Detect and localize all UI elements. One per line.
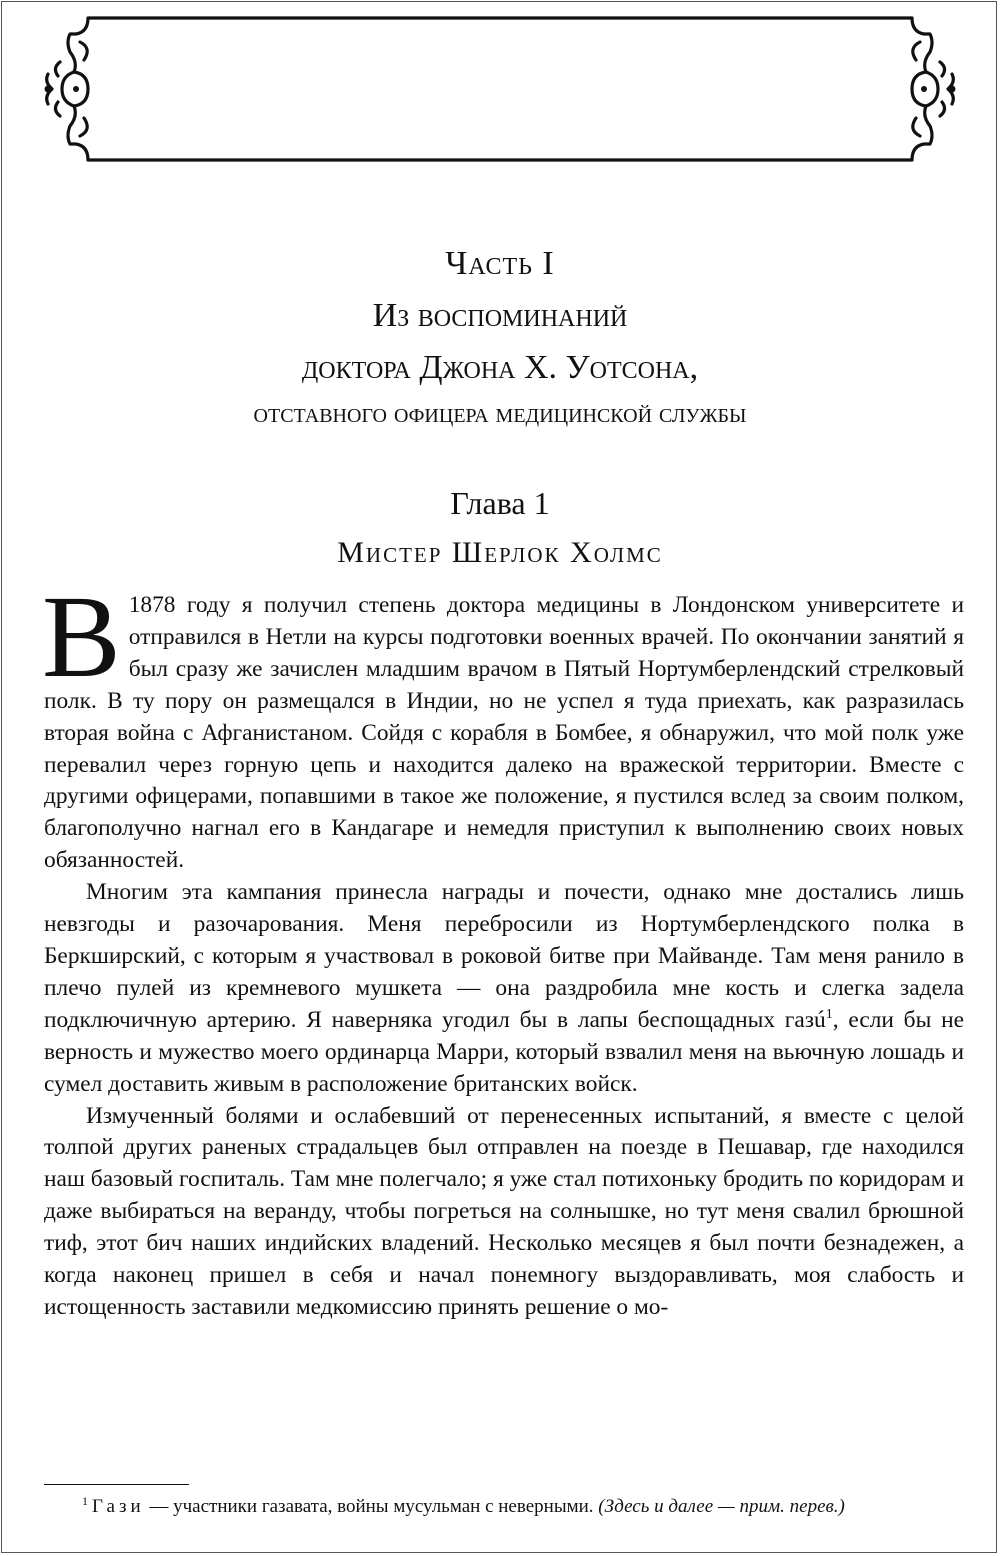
- footnote-translator-note: (Здесь и далее — прим. перев.): [598, 1496, 845, 1517]
- footnote-term: Гази: [92, 1496, 145, 1517]
- paragraph-2: [44, 877, 964, 1100]
- footnote-divider: [44, 1484, 189, 1485]
- chapter-title: Мистер Шерлок Холмс: [337, 536, 663, 569]
- footnote-mark: 1: [82, 1494, 88, 1508]
- paragraph-1-text: 1878 году я получил степень доктора медицины в Лондонском университете и отправился в Нетли на курсы подготовки военных врачей. По окончании занятий я был сразу же зачислен младшим врачом в Пятый Нортумберлендский стрелковый полк. В ту пору он размещался в Индии, но не успел я туда приехать, как разразилась вторая война с Афганистаном. Сойдя с корабля в Бомбее, я обнаружил, что мой полк уже перевалил через горную цепь и находится далеко на вражеской территории. Вместе с другими офицерами, попавшими в такое же положение, я пустился вслед за своим полком, благополучно нагнал его в Кандагаре и немедля приступил к выполнению своих новых обязанностей.: [44, 592, 964, 874]
- ornamental-frame: [40, 14, 960, 164]
- part-title-line-3: отставного офицера медицинской службы: [253, 398, 747, 429]
- drop-cap: В: [42, 571, 121, 702]
- body-text: [42, 571, 964, 1324]
- part-heading: [60, 238, 940, 434]
- paragraph-3-text: Измученный болями и ослабевший от перенесенных испытаний, я вместе с целой толпой других раненых страдальцев был отправлен на поезде в Пешавар, где находился наш базовый госпиталь. Там мне полегчало; я уже стал потихоньку бродить по коридорам и даже выбираться на веранду, чтобы погреться на солнышке, но тут меня свалил брюшной тиф, этот бич наших индийских владений. Несколько месяцев я был почти безнадежен, а когда наконец пришел в себя и начал понемногу выздоравливать, моя слабость и истощенность заставили медкомиссию принять решение о мо-: [44, 1102, 964, 1320]
- part-title-line-1: Из воспоминаний: [372, 297, 628, 334]
- footnote: [44, 1492, 964, 1521]
- paragraph-1: [42, 571, 964, 877]
- chapter-heading: [60, 478, 940, 578]
- chapter-number: Глава 1: [450, 485, 550, 521]
- footnote-reference[interactable]: 1: [825, 1006, 833, 1022]
- part-number: Часть I: [445, 245, 555, 282]
- paragraph-2-text-after: , если бы не верность и мужество моего ординарца Марри, который взвалил меня на вьючную лошадь и сумел доставить живым в расположение британских войск.: [44, 1006, 964, 1097]
- part-title-line-2: доктора Джона Х. Уотсона,: [301, 349, 699, 386]
- paragraph-2-text-before: Многим эта кампания принесла награды и почести, однако мне достались лишь невзгоды и разочарования. Меня перебросили из Нортумберлендского полка в Беркширский, с которым я участвовал в роковой битве при Майванде. Там меня ранило в плечо пулей из кремневого мушкета — она раздробила мне кость и слегка задела подключичную артерию. Я наверняка угодил бы в лапы беспощадных газú: [44, 879, 964, 1033]
- footnote-text: — участники газавата, войны мусульман с неверными.: [144, 1496, 599, 1517]
- paragraph-3: [44, 1101, 964, 1324]
